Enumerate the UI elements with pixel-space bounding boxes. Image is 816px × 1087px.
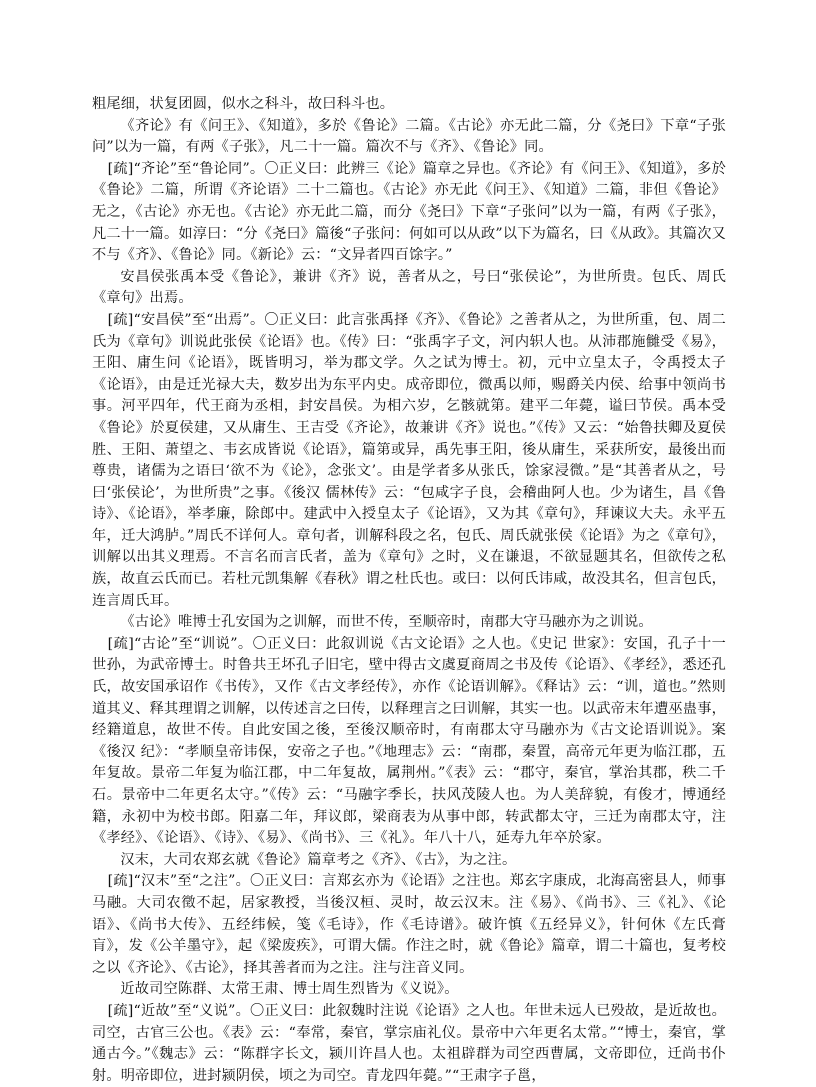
main-text-paragraph: 《齐论》有《问王》、《知道》，多於《鲁论》二篇。《古论》亦无此二篇，分《尧曰》下章“子张问”以为一篇，有两《子张》，凡二十一篇。篇次不与《齐》、《鲁论》同。 xyxy=(92,117,726,156)
main-text-paragraph: 安昌侯张禹本受《鲁论》，兼讲《齐》说，善者从之，号曰“张侯论”，为世所贵。包氏、周氏《章句》出焉。 xyxy=(92,268,726,307)
commentary-paragraph: [疏]“古论”至“训说”。〇正义曰：此叙训说《古文论语》之人也。《史记 世家》：安国，孔子十一世孙，为武帝博士。时鲁共王坏孔子旧宅，壁中得古文虞夏商周之书及传《论语》、《孝经》，悉还孔氏，故安国承诏作《书传》，又作《古文孝经传》，亦作《论语训解》。《释诂》云：“训，道也。”然则道其义、释其理谓之训解，以传述言之曰传，以释理言之曰训解，其实一也。以武帝末年遭巫蛊事，经籍道息，故世不传。自此安国之後，至後汉顺帝时，有南郡太守马融亦为《古文论语训说》。案《後汉 纪》：“孝顺皇帝讳保，安帝之子也。”《地理志》云：“南郡，秦置，高帝元年更为临江郡，五年复故。景帝二年复为临江郡，中二年复故，属荆州。”《表》云：“郡守，秦官，掌治其郡，秩二千石。景帝中二年更名太守。”《传》云：“马融字季长，扶风茂陵人也。为人美辞貌，有俊才，博通经籍，永初中为校书郎。阳嘉二年，拜议郎，梁商表为从事中郎，转武都太守，三迁为南郡太守，注《孝经》、《论语》、《诗》、《易》、《尚书》、三《礼》。年八十八，延寿九年卒於家。 xyxy=(92,635,726,847)
text-line: 粗尾细，状复团圆，似水之科斗，故曰科斗也。 xyxy=(92,96,395,112)
main-text-paragraph: 近故司空陈群、太常王肃、博士周生烈皆为《义说》。 xyxy=(120,981,459,998)
document-page xyxy=(92,94,726,1087)
commentary-paragraph: [疏]“汉末”至“之注”。〇正义曰：言郑玄亦为《论语》之注也。郑玄字康成，北海高密县人，师事马融。大司农徵不起，居家教授，当後汉桓、灵时，故云汉末。注《易》、《尚书》、三《礼》、《论语》、《尚书大传》、五经纬候，笺《毛诗》，作《毛诗谱》。破许慎《五经异义》，针何休《左氏膏肓》，发《公羊墨守》，起《梁废疾》，可谓大儒。作注之时，就《鲁论》篇章，谓二十篇也，复考校之以《齐论》、《古论》，择其善者而为之注。注与注音义同。 xyxy=(92,873,726,976)
commentary-paragraph: [疏]“安昌侯”至“出焉”。〇正义曰：此言张禹择《齐》、《鲁论》之善者从之，为世所重，包、周二氏为《章句》训说此张侯《论语》也。《传》曰：“张禹字子文，河内轵人也。从沛郡施雠受《易》，王阳、庸生问《论语》，既皆明习，举为郡文学。久之试为博士。初，元中立皇太子，令禹授太子《论语》，由是迁光禄大夫，数岁出为东平内史。成帝即位，微禹以师，赐爵关内侯、给事中领尚书事。河平四年，代王商为丞相，封安昌侯。为相六岁，乞骸就第。建平二年薨，谥曰节侯。禹本受《鲁论》於夏侯建，又从庸生、王吉受《齐论》，故兼讲《齐》说也。”《传》又云：“始鲁扶卿及夏侯胜、王阳、萧望之、韦玄成皆说《论语》，篇第或异，禹先事王阳，後从庸生，采获所安，最後出而尊贵，诸儒为之语曰‘欲不为《论》，念张文’。由是学者多从张氏，馀家浸微。”是“其善者从之，号曰‘张侯论’，为世所贵”之事。《後汉 儒林传》云：“包咸字子良，会稽曲阿人也。少为诸生，昌《鲁诗》、《论语》，举孝廉，除郎中。建武中入授皇太子《论语》，又为其《章句》，拜谏议大夫。永平五年，迁大鸿胪。”周氏不详何人。章句者，训解科段之名，包氏、周氏就张侯《论语》为之《章句》，训解以出其义理焉。不言名而言氏者，盖为《章句》之时，义在谦退，不欲显题其名，但欲传之私族，故直云氏而已。若杜元凯集解《春秋》谓之杜氏也。或曰：以何氏讳咸，故没其名，但言包氏，连言周氏耳。 xyxy=(92,311,726,609)
main-text-paragraph: 《古论》唯博士孔安国为之训解，而世不传，至顺帝时，南郡大守马融亦为之训说。 xyxy=(120,614,653,631)
main-text-paragraph: 汉末，大司农郑玄就《鲁论》篇章考之《齐》、《古》，为之注。 xyxy=(120,851,517,868)
commentary-paragraph: [疏]“近故”至“义说”。〇正义曰：此叙魏时注说《论语》之人也。年世未远人已殁故，是近故也。司空，古官三公也。《表》云：“奉常，秦官，掌宗庙礼仪。景帝中六年更名太常。”“博士，秦官，掌通古今。”《魏志》云：“陈群字长文，颍川许昌人也。太祖辟群为司空西曹属，文帝即位，迁尚书仆射。明帝即位，进封颍阴侯，顷之为司空。青龙四年薨。”“王肃字子邕， xyxy=(92,1002,726,1084)
commentary-paragraph: [疏]“齐论”至“鲁论同”。〇正义曰：此辨三《论》篇章之异也。《齐论》有《问王》、《知道》，多於《鲁论》二篇，所谓《齐论语》二十二篇也。《古论》亦无此《问王》、《知道》二篇，非但《鲁论》无之，《古论》亦无也。《古论》亦无此二篇，而分《尧曰》下章“子张问”以为一篇，有两《子张》，凡二十一篇。如淳曰：“分《尧曰》篇後“子张问：何如可以从政”以下为篇名，曰《从政》。其篇次又不与《齐》、《鲁论》同。《新论》云：“文异者四百馀字。” xyxy=(92,160,726,264)
